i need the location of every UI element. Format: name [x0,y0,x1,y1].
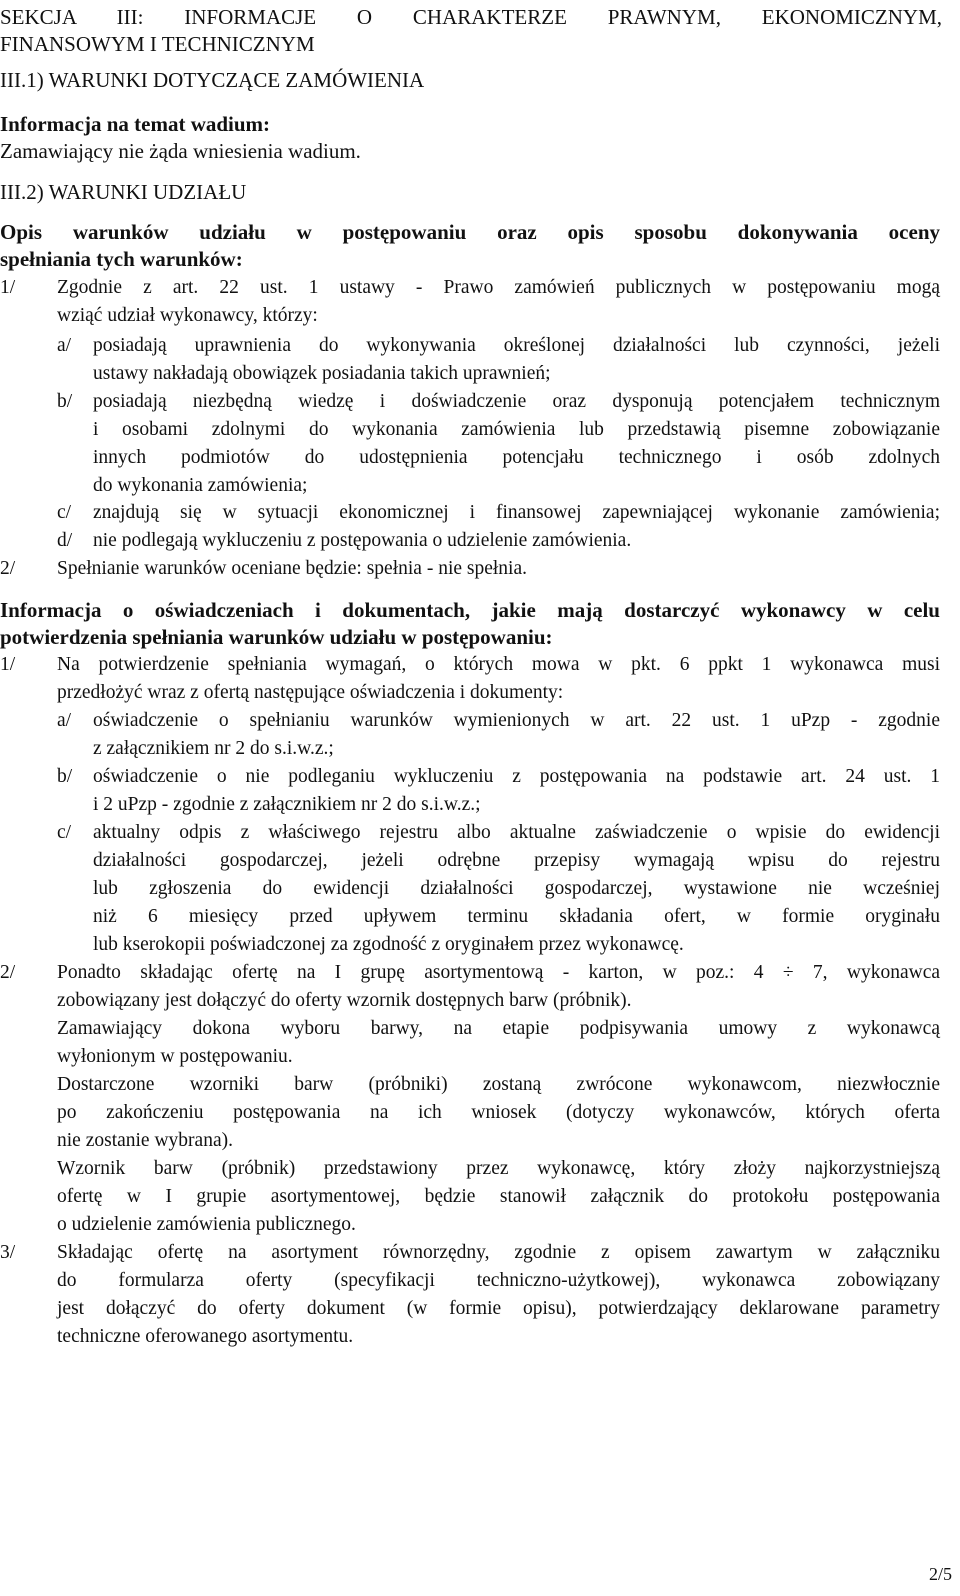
list-item-text: innych podmiotów do udostępnienia potencjału technicznego i osób zdolnych [93,447,940,468]
list-item-text: lub zgłoszenia do ewidencji działalności gospodarczej, wystawione nie wcześniej [93,878,940,899]
list-item-text: jest dołączyć do oferty dokument (w formie opisu), potwierdzający deklarowane parametry [57,1298,940,1319]
list-item-text: zobowiązany jest dołączyć do oferty wzornik dostępnych barw (próbnik). [57,990,632,1011]
list-item-text: oświadczenie o nie podleganiu wykluczeniu z postępowania na podstawie art. 24 ust. 1 [93,766,940,787]
wadium-heading: Informacja na temat wadium: [0,112,271,136]
list-item-text: do formularza oferty (specyfikacji techniczno-użytkowej), wykonawca zobowiązany [57,1270,940,1291]
list-item-text: lub kserokopii poświadczonej za zgodność z oryginałem przez wykonawcę. [93,934,684,955]
list-item-text: niż 6 miesięcy przed upływem terminu składania ofert, w formie oryginału [93,906,940,927]
list-item-text: działalności gospodarczej, jeżeli odrębne przepisy wymagają wpisu do rejestru [93,850,940,871]
list-item-text: posiadają uprawnienia do wykonywania określonej działalności lub czynności, jeżeli [93,335,940,356]
conditions-heading-line-1: Opis warunków udziału w postępowaniu oraz opis sposobu dokonywania oceny [0,220,940,244]
wadium-text: Zamawiający nie żąda wniesienia wadium. [0,139,361,163]
list-item-text: przedłożyć wraz z ofertą następujące oświadczenia i dokumenty: [57,682,564,703]
list-item-text: do wykonania zamówienia; [93,475,308,496]
list-item-text: wziąć udział wykonawcy, którzy: [57,305,318,326]
list-number: 1/ [0,277,16,298]
list-item-text: Na potwierdzenie spełniania wymagań, o których mowa w pkt. 6 ppkt 1 wykonawca musi [57,654,940,675]
list-item-text: techniczne oferowanego asortymentu. [57,1326,354,1347]
list-item-text: i osobami zdolnymi do wykonania zamówienia lub przedstawią pisemne zobowiązanie [93,419,940,440]
list-item-text: ustawy nakładają obowiązek posiadania takich uprawnień; [93,363,551,384]
list-letter: a/ [57,710,72,731]
list-item-text: posiadają niezbędną wiedzę i doświadczenie oraz dysponują potencjałem technicznym [93,391,940,412]
list-item-text: Spełnianie warunków oceniane będzie: spełnia - nie spełnia. [57,558,527,579]
section-title-line-1: SEKCJA III: INFORMACJE O CHARAKTERZE PRAWNYM, EKONOMICZNYM, [0,5,942,29]
list-number: 1/ [0,654,16,675]
subsection-title-iii-1: III.1) WARUNKI DOTYCZĄCE ZAMÓWIENIA [0,68,425,92]
subsection-title-iii-2: III.2) WARUNKI UDZIAŁU [0,180,247,204]
list-letter: c/ [57,822,72,843]
list-item-text: Zamawiający dokona wyboru barwy, na etapie podpisywania umowy z wykonawcą [57,1018,940,1039]
list-letter: b/ [57,766,73,787]
list-item-text: Wzornik barw (próbnik) przedstawiony przez wykonawcę, który złoży najkorzystniejszą [57,1158,940,1179]
list-item-text: Ponadto składając ofertę na I grupę asortymentową - karton, w poz.: 4 ÷ 7, wykonawca [57,962,940,983]
list-letter: d/ [57,530,73,551]
list-item-text: nie zostanie wybrana). [57,1130,233,1151]
list-letter: b/ [57,391,73,412]
list-item-text: o udzielenie zamówienia publicznego. [57,1214,356,1235]
list-item-text: po zakończeniu postępowania na ich wniosek (dotyczy wykonawców, których oferta [57,1102,940,1123]
documents-heading-line-2: potwierdzenia spełniania warunków udziału w postępowaniu: [0,625,553,649]
list-item-text: Składając ofertę na asortyment równorzędny, zgodnie z opisem zawartym w załączniku [57,1242,940,1263]
list-item-text: aktualny odpis z właściwego rejestru albo aktualne zaświadczenie o wpisie do ewidencji [93,822,940,843]
list-item-text: nie podlegają wykluczeniu z postępowania o udzielenie zamówienia. [93,530,632,551]
list-letter: a/ [57,335,72,356]
list-item-text: Zgodnie z art. 22 ust. 1 ustawy - Prawo zamówień publicznych w postępowaniu mogą [57,277,940,298]
list-item-text: Dostarczone wzorniki barw (próbniki) zostaną zwrócone wykonawcom, niezwłocznie [57,1074,940,1095]
list-item-text: ofertę w I grupie asortymentowej, będzie stanowił załącznik do protokołu postępowania [57,1186,940,1207]
documents-heading-line-1: Informacja o oświadczeniach i dokumentach, jakie mają dostarczyć wykonawcy w celu [0,598,940,622]
section-title-line-2: FINANSOWYM I TECHNICZNYM [0,32,315,56]
list-item-text: znajdują się w sytuacji ekonomicznej i finansowej zapewniającej wykonanie zamówienia; [93,502,940,523]
conditions-heading-line-2: spełniania tych warunków: [0,247,243,271]
list-item-text: wyłonionym w postępowaniu. [57,1046,293,1067]
list-number: 3/ [0,1242,16,1263]
page-number: 2/5 [928,1564,952,1584]
list-number: 2/ [0,962,16,983]
list-item-text: oświadczenie o spełnianiu warunków wymienionych w art. 22 ust. 1 uPzp - zgodnie [93,710,940,731]
list-item-text: i 2 uPzp - zgodnie z załącznikiem nr 2 do s.i.w.z.; [93,794,481,815]
list-number: 2/ [0,558,16,579]
list-letter: c/ [57,502,72,523]
list-item-text: z załącznikiem nr 2 do s.i.w.z.; [93,738,334,759]
